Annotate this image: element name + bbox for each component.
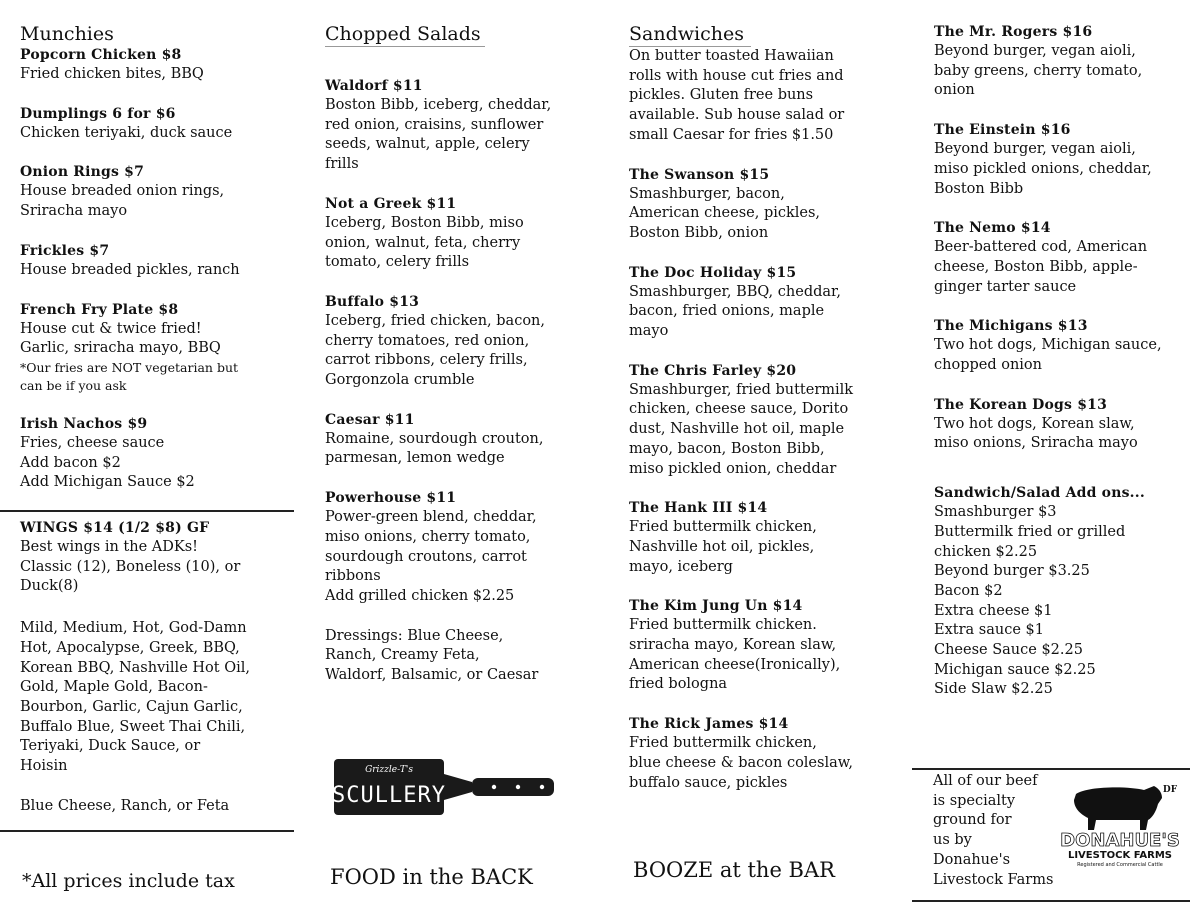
- menu-item-desc: House cut & twice fried!: [20, 320, 202, 337]
- menu-item-name: Waldorf $11: [325, 78, 423, 94]
- menu-item-desc: American cheese(Ironically),: [629, 656, 841, 673]
- donahue-sub: LIVESTOCK FARMS: [1067, 850, 1173, 861]
- wings-divider-top: [0, 510, 294, 512]
- menu-item-desc: Sriracha mayo: [20, 203, 128, 220]
- menu-item-desc: blue cheese & bacon coleslaw,: [629, 754, 854, 771]
- sandwiches-title: Sandwiches: [629, 22, 751, 47]
- menu-item-desc: Add Michigan Sauce $2: [20, 474, 195, 491]
- menu-item-name: The Nemo $14: [934, 220, 1051, 237]
- desc-line: available. Sub house salad or: [629, 107, 845, 124]
- salads-title: Chopped Salads: [325, 22, 485, 47]
- addon-item: Smashburger $3: [934, 504, 1057, 521]
- salad-dressings: [325, 627, 585, 686]
- menu-item-desc: dust, Nashville hot oil, maple: [629, 421, 845, 438]
- sandwich-intro: [629, 47, 894, 146]
- menu-item-desc: mayo, bacon, Boston Bibb,: [629, 440, 825, 457]
- menu-item-desc: miso onions, cherry tomato,: [325, 528, 531, 545]
- menu-item-desc: Smashburger, fried buttermilk: [629, 381, 854, 398]
- menu-item: [934, 219, 1184, 297]
- menu-item-desc: Fried buttermilk chicken,: [629, 519, 817, 536]
- menu-item-name: The Mr. Rogers $16: [934, 24, 1093, 40]
- scullery-script: Grizzle-T's: [365, 765, 413, 775]
- menu-item: [325, 411, 585, 469]
- menu-item: [20, 163, 288, 221]
- menu-item-desc: Fries, cheese sauce: [20, 434, 165, 451]
- menu-item: [934, 23, 1184, 101]
- menu-item-desc: miso pickled onions, cheddar,: [934, 160, 1152, 177]
- menu-item-desc: Boston Bibb, onion: [629, 224, 769, 241]
- munchies-title: Munchies: [20, 23, 114, 45]
- addon-item: Side Slaw $2.25: [934, 681, 1053, 698]
- menu-item-desc: cheese, Boston Bibb, apple-: [934, 258, 1138, 275]
- menu-item-desc: Fried chicken bites, BBQ: [20, 66, 204, 82]
- cow-icon: [1058, 778, 1182, 870]
- menu-item-desc: miso pickled onion, cheddar: [629, 460, 837, 477]
- menu-item-name: Powerhouse $11: [325, 490, 457, 507]
- addon-item: Michigan sauce $2.25: [934, 661, 1096, 678]
- menu-item-name: The Michigans $13: [934, 318, 1088, 335]
- menu-item-desc: sourdough croutons, carrot: [325, 548, 527, 565]
- menu-item-desc: Romaine, sourdough crouton,: [325, 430, 544, 447]
- wings-dips: Blue Cheese, Ranch, or Feta: [20, 797, 230, 814]
- menu-item-desc: Iceberg, fried chicken, bacon,: [325, 312, 545, 329]
- menu-item-desc: Fried buttermilk chicken,: [629, 735, 817, 752]
- menu-item-note: *Our fries are NOT vegetarian but: [20, 359, 239, 375]
- menu-item-desc: Iceberg, Boston Bibb, miso: [325, 214, 524, 231]
- menu-item-desc: chicken, cheese sauce, Dorito: [629, 401, 849, 418]
- booze-at-bar: BOOZE at the BAR: [633, 858, 835, 882]
- beef-note-line: All of our beef: [933, 773, 1038, 789]
- menu-item-desc: mayo, iceberg: [629, 558, 733, 575]
- donahue-mark: DF: [1162, 785, 1178, 795]
- menu-item-name: Onion Rings $7: [20, 164, 145, 181]
- menu-item: [20, 105, 288, 144]
- munchies-column: [20, 22, 288, 493]
- salads-list: [325, 77, 585, 607]
- menu-item-desc: American cheese, pickles,: [629, 205, 821, 222]
- menu-item-name: Not a Greek $11: [325, 195, 457, 212]
- sandwiches-list: [629, 166, 894, 794]
- scullery-logo: [334, 756, 556, 818]
- more-sandwiches-column: [934, 23, 1184, 700]
- menu-item-desc: Beyond burger, vegan aioli,: [934, 141, 1136, 158]
- menu-item-name: The Einstein $16: [934, 122, 1071, 139]
- wings-section: [20, 519, 288, 816]
- donahue-tagline: Registered and Commercial Cattle: [1077, 862, 1163, 868]
- menu-item-desc: Gorgonzola crumble: [325, 372, 475, 389]
- menu-item-desc: baby greens, cherry tomato,: [934, 62, 1143, 79]
- more-sandwiches-list: [934, 23, 1184, 454]
- wings-description: [20, 538, 288, 597]
- wings-sauces: [20, 619, 288, 777]
- menu-item-desc: parmesan, lemon wedge: [325, 450, 505, 467]
- menu-item-desc: House breaded onion rings,: [20, 183, 225, 200]
- beef-note-line: us by: [933, 832, 972, 849]
- menu-item-desc: Beer-battered cod, American: [934, 239, 1148, 256]
- desc-line: Bourbon, Garlic, Cajun Garlic,: [20, 698, 243, 715]
- menu-item: [629, 715, 894, 793]
- beef-note-line: ground for: [933, 812, 1012, 829]
- menu-item: [325, 195, 585, 273]
- menu-item-name: Irish Nachos $9: [20, 415, 148, 432]
- menu-item-note: can be if you ask: [20, 377, 127, 393]
- addon-item: Extra sauce $1: [934, 622, 1044, 639]
- addon-item: Cheese Sauce $2.25: [934, 642, 1083, 659]
- desc-line: Hot, Apocalypse, Greek, BBQ,: [20, 639, 240, 656]
- menu-item-desc: Garlic, sriracha mayo, BBQ: [20, 340, 221, 357]
- sandwiches-column: [629, 22, 894, 793]
- scullery-name: SCULLERY: [334, 783, 446, 808]
- beef-note-box: [912, 768, 1190, 902]
- menu-item-name: The Chris Farley $20: [629, 362, 797, 379]
- menu-item-desc: seeds, walnut, apple, celery: [325, 136, 530, 153]
- menu-item-name: The Kim Jung Un $14: [629, 598, 803, 615]
- desc-line: Buffalo Blue, Sweet Thai Chili,: [20, 718, 246, 735]
- menu-item-name: Frickles $7: [20, 242, 110, 259]
- menu-item-desc: carrot ribbons, celery frills,: [325, 352, 528, 369]
- menu-item-name: Buffalo $13: [325, 293, 420, 310]
- desc-line: pickles. Gluten free buns: [629, 87, 814, 104]
- addons-list: [934, 503, 1184, 700]
- menu-item-desc: Two hot dogs, Michigan sauce,: [934, 337, 1162, 354]
- menu-item-desc: fried bologna: [629, 676, 728, 693]
- menu-item: [20, 242, 288, 281]
- munchies-list: [20, 46, 288, 493]
- desc-line: Dressings: Blue Cheese,: [325, 627, 504, 644]
- wings-title: WINGS $14 (1/2 $8) GF: [20, 520, 210, 536]
- menu-item-name: The Rick James $14: [629, 716, 789, 733]
- menu-item-desc: tomato, celery frills: [325, 254, 470, 271]
- menu-item: [934, 121, 1184, 199]
- donahue-logo: [1058, 778, 1182, 870]
- menu-item-desc: buffalo sauce, pickles: [629, 774, 788, 791]
- menu-item-desc: Nashville hot oil, pickles,: [629, 538, 815, 555]
- desc-line: small Caesar for fries $1.50: [629, 126, 834, 143]
- desc-line: Duck(8): [20, 578, 79, 595]
- menu-item-desc: Boston Bibb: [934, 180, 1024, 197]
- menu-item: [325, 293, 585, 391]
- menu-item: [629, 264, 894, 342]
- addon-item: Buttermilk fried or grilled: [934, 523, 1126, 540]
- menu-item-desc: Fried buttermilk chicken.: [629, 617, 817, 634]
- menu-item-desc: cherry tomatoes, red onion,: [325, 332, 530, 349]
- desc-line: Ranch, Creamy Feta,: [325, 647, 480, 664]
- addons-title: Sandwich/Salad Add ons...: [934, 485, 1145, 502]
- desc-line: Best wings in the ADKs!: [20, 539, 198, 555]
- addon-item: Beyond burger $3.25: [934, 563, 1090, 580]
- menu-item: [325, 489, 585, 607]
- desc-line: Teriyaki, Duck Sauce, or: [20, 738, 201, 755]
- beef-note: [933, 772, 1073, 890]
- menu-item: [325, 77, 585, 175]
- spatula-icon: [334, 756, 556, 818]
- menu-item-name: The Korean Dogs $13: [934, 396, 1108, 413]
- menu-item-desc: onion: [934, 82, 975, 99]
- desc-line: On butter toasted Hawaiian: [629, 48, 834, 64]
- menu-item-desc: House breaded pickles, ranch: [20, 261, 240, 278]
- food-in-back: FOOD in the BACK: [330, 865, 533, 889]
- beef-note-line: Livestock Farms: [933, 871, 1054, 888]
- menu-item-desc: Boston Bibb, iceberg, cheddar,: [325, 97, 552, 113]
- salads-column: [325, 22, 585, 686]
- desc-line: Mild, Medium, Hot, God-Damn: [20, 620, 247, 637]
- menu-item-desc: Two hot dogs, Korean slaw,: [934, 415, 1135, 432]
- addon-item: Bacon $2: [934, 582, 1003, 599]
- desc-line: Hoisin: [20, 758, 68, 775]
- menu-item: [20, 415, 288, 493]
- menu-item-desc: frills: [325, 156, 359, 173]
- menu-item: [629, 166, 894, 244]
- desc-line: rolls with house cut fries and: [629, 67, 844, 84]
- menu-item-desc: Smashburger, bacon,: [629, 185, 785, 202]
- menu-item: [20, 46, 288, 85]
- menu-item-desc: mayo: [629, 323, 669, 340]
- menu-item-desc: Power-green blend, cheddar,: [325, 509, 537, 526]
- menu-item-desc: Chicken teriyaki, duck sauce: [20, 124, 233, 141]
- beef-note-line: Donahue's: [933, 851, 1011, 868]
- menu-item-desc: chopped onion: [934, 357, 1042, 374]
- addon-item: chicken $2.25: [934, 543, 1038, 560]
- desc-line: Gold, Maple Gold, Bacon-: [20, 679, 208, 696]
- menu-item-name: French Fry Plate $8: [20, 301, 179, 318]
- tax-note: *All prices include tax: [22, 870, 235, 892]
- addon-item: Extra cheese $1: [934, 602, 1053, 619]
- menu-item-name: The Doc Holiday $15: [629, 264, 797, 281]
- desc-line: Korean BBQ, Nashville Hot Oil,: [20, 659, 250, 676]
- desc-line: Waldorf, Balsamic, or Caesar: [325, 667, 539, 684]
- menu-item-desc: Add bacon $2: [20, 454, 121, 471]
- menu-item-desc: Beyond burger, vegan aioli,: [934, 43, 1136, 59]
- menu-item-desc: onion, walnut, feta, cherry: [325, 234, 521, 251]
- menu-item-desc: bacon, fried onions, maple: [629, 303, 825, 320]
- menu-item: [20, 301, 288, 395]
- menu-item: [629, 499, 894, 577]
- menu-item: [629, 597, 894, 695]
- menu-item-name: Dumplings 6 for $6: [20, 105, 176, 122]
- donahue-brand: DONAHUE'S: [1060, 830, 1180, 851]
- menu-item-desc: red onion, craisins, sunflower: [325, 116, 544, 133]
- menu-item-desc: miso onions, Sriracha mayo: [934, 435, 1138, 452]
- menu-item-name: Popcorn Chicken $8: [20, 47, 182, 63]
- menu-item-desc: ribbons: [325, 568, 381, 585]
- menu-item-desc: ginger tarter sauce: [934, 278, 1077, 295]
- menu-item: [629, 362, 894, 480]
- desc-line: Classic (12), Boneless (10), or: [20, 558, 241, 575]
- menu-item-desc: Add grilled chicken $2.25: [325, 587, 515, 604]
- wings-divider-bottom: [0, 830, 294, 832]
- menu-item: [934, 317, 1184, 375]
- menu-item-name: Caesar $11: [325, 411, 415, 428]
- menu-item-desc: Smashburger, BBQ, cheddar,: [629, 283, 841, 300]
- menu-item-name: The Swanson $15: [629, 166, 770, 183]
- menu-item-name: The Hank III $14: [629, 500, 768, 517]
- beef-note-line: is specialty: [933, 792, 1016, 809]
- menu-item: [934, 396, 1184, 454]
- menu-item-desc: sriracha mayo, Korean slaw,: [629, 637, 837, 654]
